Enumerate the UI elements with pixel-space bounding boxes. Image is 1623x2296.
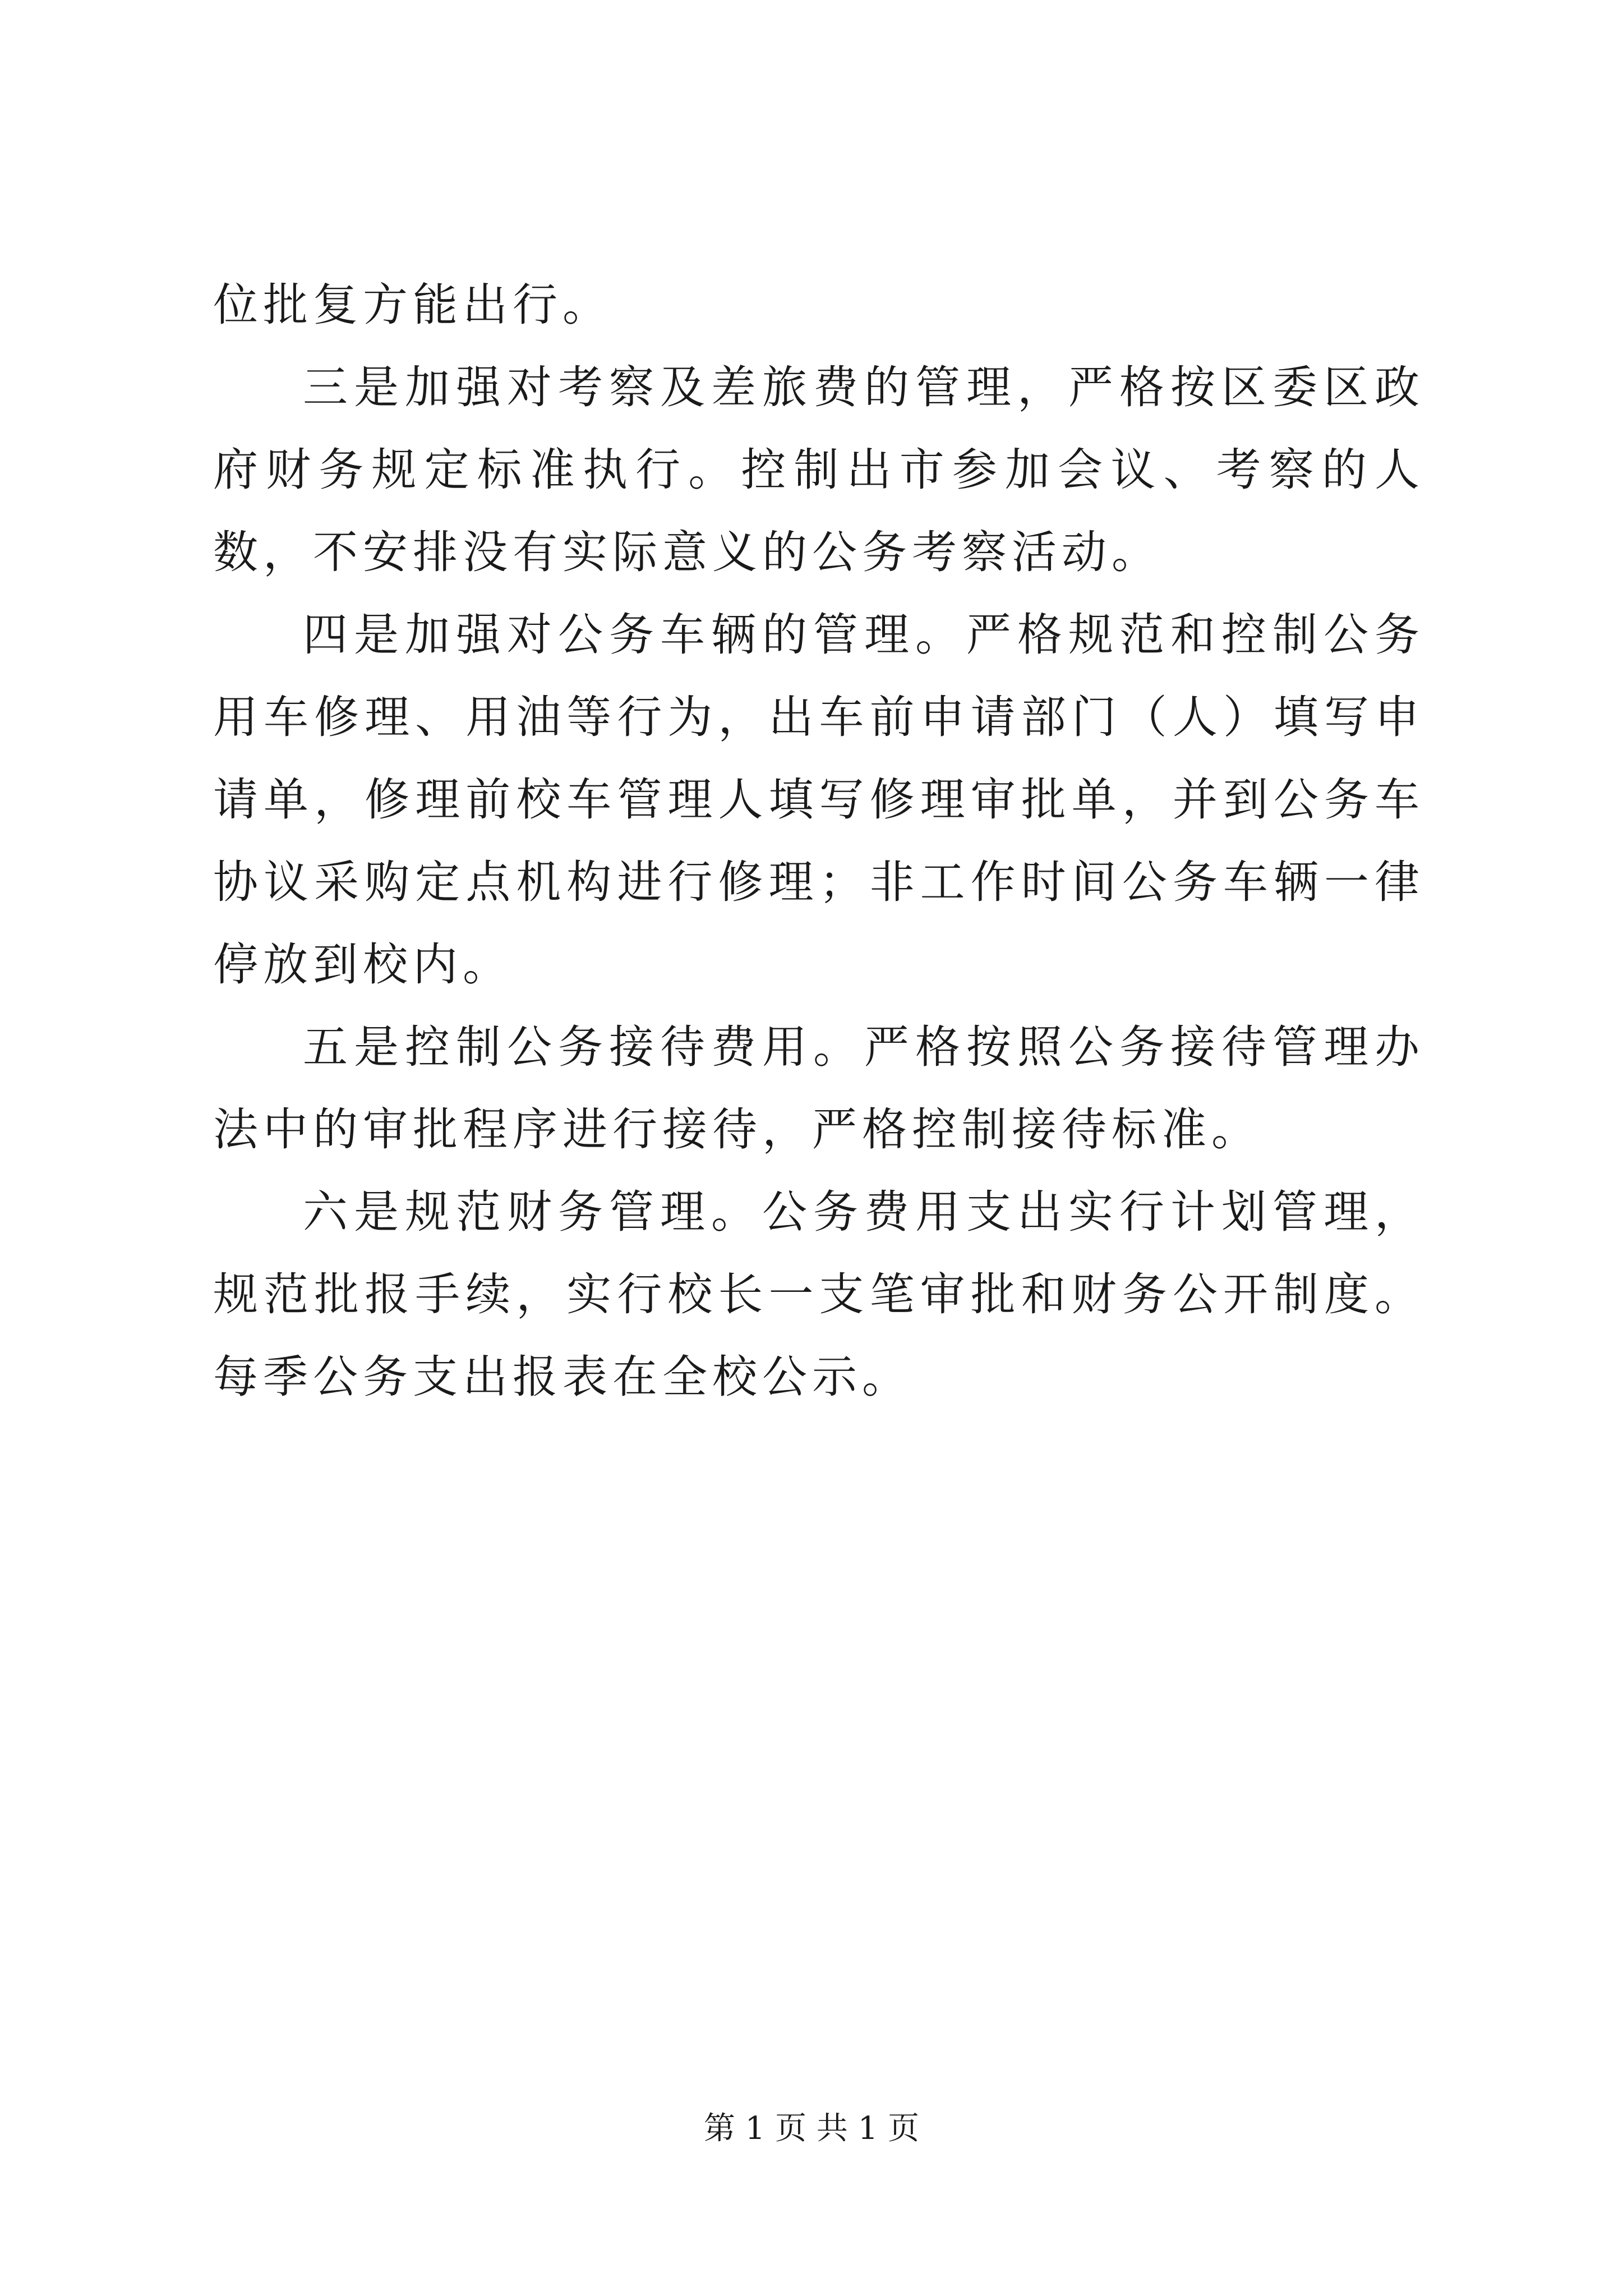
page-number-footer: 第 1 页 共 1 页 bbox=[703, 2110, 920, 2147]
paragraph-continuation: 位批复方能出行。 bbox=[213, 279, 612, 331]
paragraph-financial-management: 六是规范财务管理。公务费用支出实行计划管理，规范批报手续，实行校长一支笔审批和财务公开制度。每季公务支出报表在全校公示。 bbox=[213, 1186, 1424, 1403]
document-body bbox=[213, 264, 1424, 1418]
paragraph-travel-expenses: 三是加强对考察及差旅费的管理，严格按区委区政府财务规定标准执行。控制出市参加会议、考察的人数，不安排没有实际意义的公务考察活动。 bbox=[213, 361, 1424, 578]
paragraph-reception-expenses: 五是控制公务接待费用。严格按照公务接待管理办法中的审批程序进行接待，严格控制接待标准。 bbox=[213, 1021, 1424, 1156]
paragraph-vehicle-management: 四是加强对公务车辆的管理。严格规范和控制公务用车修理、用油等行为，出车前申请部门（人）填写申请单，修理前校车管理人填写修理审批单，并到公务车协议采购定点机构进行修理；非工作时间公务车辆一律停放到校内。 bbox=[213, 609, 1424, 991]
